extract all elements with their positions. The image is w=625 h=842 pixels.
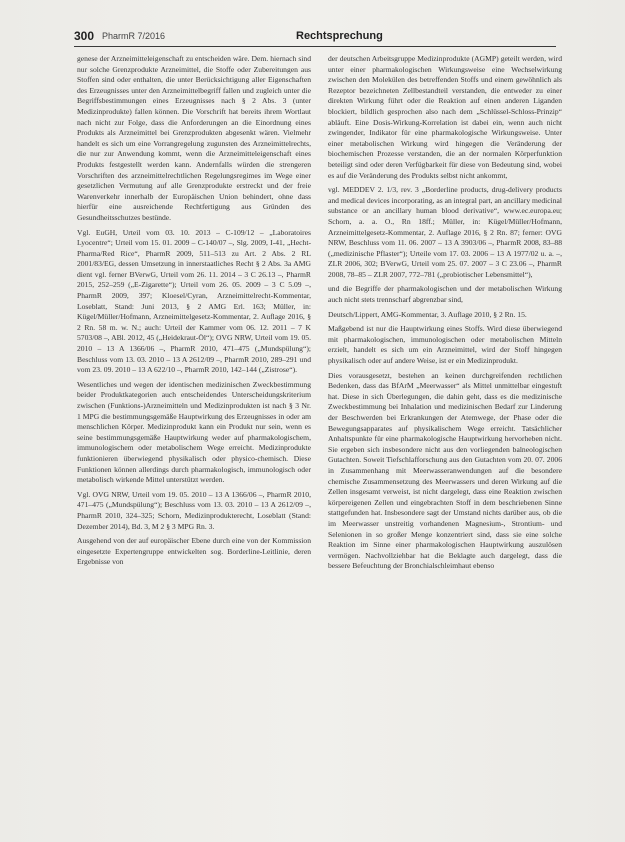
citation-paragraph: Vgl. OVG NRW, Urteil vom 19. 05. 2010 – 13 A 1366/06 –, PharmR 2010, 471–475 („Mundspülung“); Beschluss vom 13. 03. 2010 – 13 A 2612/09 –, PharmR 2010, 324–325; Schorn, Medizinprodukterecht, Loseblatt (Stand: Dezember 2014), Bd. 3, M 2 § 3 MPG Rn. 3.: [77, 489, 311, 531]
citation-paragraph: Deutsch/Lippert, AMG-Kommentar, 3. Auflage 2010, § 2 Rn. 15.: [328, 309, 527, 319]
citation-paragraph: Vgl. EuGH, Urteil vom 03. 10. 2013 – C-109/12 – „Laboratoires Lyocentre“; Urteil vom 15. 01. 2009 – C-140/07 –, Slg. 2009, I-41, „Hecht-Pharma/Red Rice“, PharmR 2009, 511–513 zu Art. 2 Abs. 2 RL 2001/83/EG, dessen Umsetzung in innerstaatliches Recht § 2 Abs. 3a AMG dient vgl. ferner BVerwG, Urteil vom 26. 11. 2014 – 3 C 26.13 –, PharmR 2015, 252–259 („E-Zigarette“); Urteil vom 26. 05. 2009 – 3 C 5.09 –, PharmR 2009, 397; Kloesel/Cyran, Arzneimittelrecht-Kommentar, Loseblatt, Stand: Juni 2013, § 2 AMG Erl. 163; Müller, in: Kügel/Müller/Hofmann, Arzneimittelgesetz-Kommentar, 2. Auflage 2016, § 2 Rn. 58 m. w. N.; auch: Urteil der Kammer vom 06. 12. 2011 – 7 K 5703/08 –, ABl. 2012, 45 („Heidekraut-Öl“); OVG NRW, Urteil vom 19. 05. 2010 – 13 A 1366/06 –, PharmR 2010, 471–475 („Mundspülung“); Beschluss vom 13. 03. 2010 – 13 A 2612/09 –, PharmR 2010, 289–291 und vom 23. 09. 2010 – 13 A 622/10 –, PharmR 2010, 142–144 („Zistrose“).: [77, 227, 311, 375]
paragraph: genese der Arzneimitteleigenschaft zu entscheiden wäre. Dem. hiernach sind nur solche Grenzprodukte Arzneimittel, die Stoffe oder Zubereitungen aus Stoffen sind oder enthalten, die unter Berücksichtigung aller Eigenschaften des Erzeugnisses unter den Arzneimittelbegriff fallen und zugleich unter die Begriffsbestimmungen eines Erzeugnisses nach § 2 Abs. 3 (unter Medizinprodukte) fallen können. Die Vorschrift hat bereits ihrem Wortlaut nach nicht zur Folge, dass die Anforderungen an die Einordnung eines Produkts als Arzneimittel bei Grenzprodukten abgesenkt wären. Vielmehr handelt es sich um eine Vorrangregelung zugunsten des Arzneimittelrechts, die nur zur Anwendung kommt, wenn die Arzneimitteleigenschaft eines Produkts festgestellt werden kann. Andernfalls würden die strengeren Vorschriften des arzneimittelrechtlichen Regelungsregimes im Wege einer gesetzlichen Vermutung auf alle Grenzprodukte erstreckt und der freie Warenverkehr innerhalb der Europäischen Union behindert, ohne dass hierfür eine ausreichende Rechtfertigung aus Gründen des Gesundheitsschutzes bestünde.: [77, 54, 311, 222]
journal-reference: PharmR 7/2016: [102, 31, 166, 41]
paragraph: der deutschen Arbeitsgruppe Medizinprodukte (AGMP) geteilt werden, wird unter einer pharmakologischen Wirkungsweise eine Wechselwirkung zwischen den Molekülen des betreffenden Stoffs und einem gewöhnlich als Rezeptor bezeichneten Zellbestandteil verstanden, die entweder zu einer direkten Wirkung führt oder die Reaktion auf einen anderen Liganden blockiert, bildlich gesprochen also nach dem „Schlüssel-Schloss-Prinzip“ abläuft. Eine Dosis-Wirkung-Korrelation ist dabei ein, wenn auch nicht zwingender, Indikator für eine pharmakologische Wirkungsweise. Unter einer metabolischen Wirkung wird hingegen die Veränderung der biochemischen Prozesse verstanden, die an der normalen Körperfunktion beteiligt sind oder deren Verfügbarkeit für diese von Bedeutung sind, wobei es auf die Veränderung des Produkts selbst nicht ankommt,: [328, 54, 562, 180]
section-title: Rechtsprechung: [296, 30, 383, 42]
page-header: [74, 26, 556, 47]
left-text-column: [77, 54, 311, 836]
paragraph: und die Begriffe der pharmakologischen und der metabolischen Wirkung auch nicht stets trennscharf abgrenzbar sind,: [328, 284, 562, 305]
paragraph: Ausgehend von der auf europäischer Ebene durch eine von der Kommission eingesetzte Expertengruppe entwickelten sog. Borderline-Leitlinie, deren Ergebnisse von: [77, 536, 311, 567]
page-number: 300: [74, 29, 95, 43]
paragraph: Maßgebend ist nur die Hauptwirkung eines Stoffs. Wird diese überwiegend mit pharmakologischen, immunologischen oder metabolischen Mitteln erzielt, handelt es sich um ein Arzneimittel, wird der Stoff hingegen physikalisch oder auf andere Weise, ist er ein Medizinprodukt.: [328, 324, 562, 366]
paragraph: Wesentliches und wegen der identischen medizinischen Zweckbestimmung beider Produktkategorien auch entscheidendes Unterscheidungskriterium zwischen (Funktions-)Arzneimitteln und Medizinprodukten ist nach § 3 Nr. 1 MPG die bestimmungsgemäße Hauptwirkung des Erzeugnisses in oder am menschlichen Körper. Medizinprodukt kann ein Produkt nur sein, wenn es seine bestimmungsgemäße Hauptwirkung weder auf pharmakologischem, immunologischem oder metabolischem Wege erreicht. Medizinprodukte funktionieren überwiegend physikalisch oder physico-chemisch. Diese Funktionen können allerdings durch pharmakologisch, immunologisch oder metabolisch wirkende Mittel unterstützt werden.: [77, 379, 311, 485]
right-text-column: [328, 54, 562, 836]
paragraph: Dies vorausgesetzt, bestehen an keinen durchgreifenden rechtlichen Bedenken, dass das BfArM „Meerwasser“ als Mittel unmittelbar eingestuft hat. Diese in sich Überlegungen, die dahin geht, dass es die medizinische Zweckbestimmung bei Inhalation und medizinischen Bedarf zur Linderung der Beschwerden bei Erkrankungen der Atemwege, der Phase oder die Bewegungsapparates auf physikalischem Wege erreicht. Tatsächlicher Anhaltspunkte für eine pharmakologische Hauptwirkung hervorheben nicht. Sie ergeben sich insbesondere nicht aus den vorliegenden balneologischen Gutachten. Soweit Tiefschlafforschung aus den Gutachten vom 20. 07. 2006 in Zusammenhang mit Meerwasseranwendungen auf die besondere chemische Zusammensetzung des Meerwassers und deren Wirkung auf die Zellen insgesamt verweist, ist nicht dargelegt, dass eine Reaktion zwischen körpereigenen Zellen und eingebrachten Stoff in dem beschriebenen Sinne stattgefunden hat. Insbesondere sagt der Umstand nichts darüber aus, ob die im Meerwasser unstreitig vorhandenen Magnesium-, Strontium- und Selenionen in so großer Menge konzentriert sind, dass sie eine solche Reaktion im Sinne einer pharmakologischen Hauptwirkung auszulösen vermögen. Nachvollziehbar hat die Beklagte auch dargelegt, dass die bessere Befeuchtung der Bronchialschleimhaut ebenso: [328, 370, 562, 571]
citation-paragraph: vgl. MEDDEV 2. 1/3, rev. 3 „Borderline products, drug-delivery products and medical devices incorporating, as an integral part, an ancillary medicinal substance or an ancillary human blood derivative“, www.ec.europa.eu; Schorn, a. a. O., Rn 18ff.; Müller, in: Kügel/Müller/Hofmann, Arzneimittelgesetz-Kommentar, 2. Auflage 2016, § 2 Rn. 87; ferner: OVG NRW, Beschluss vom 11. 06. 2007 – 13 A 3903/06 –, PharmR 2008, 83–88 („medizinische Pflaster“); Urteile vom 17. 03. 2006 – 13 A 1977/02 u. a. –, ZLR 2006, 302; BVerwG, Urteil vom 25. 07. 2007 – 3 C 23.06 –, PharmR 2008, 78–85 – ZLR 2007, 772–781 („probiotischer Lebensmittel“),: [328, 185, 562, 279]
